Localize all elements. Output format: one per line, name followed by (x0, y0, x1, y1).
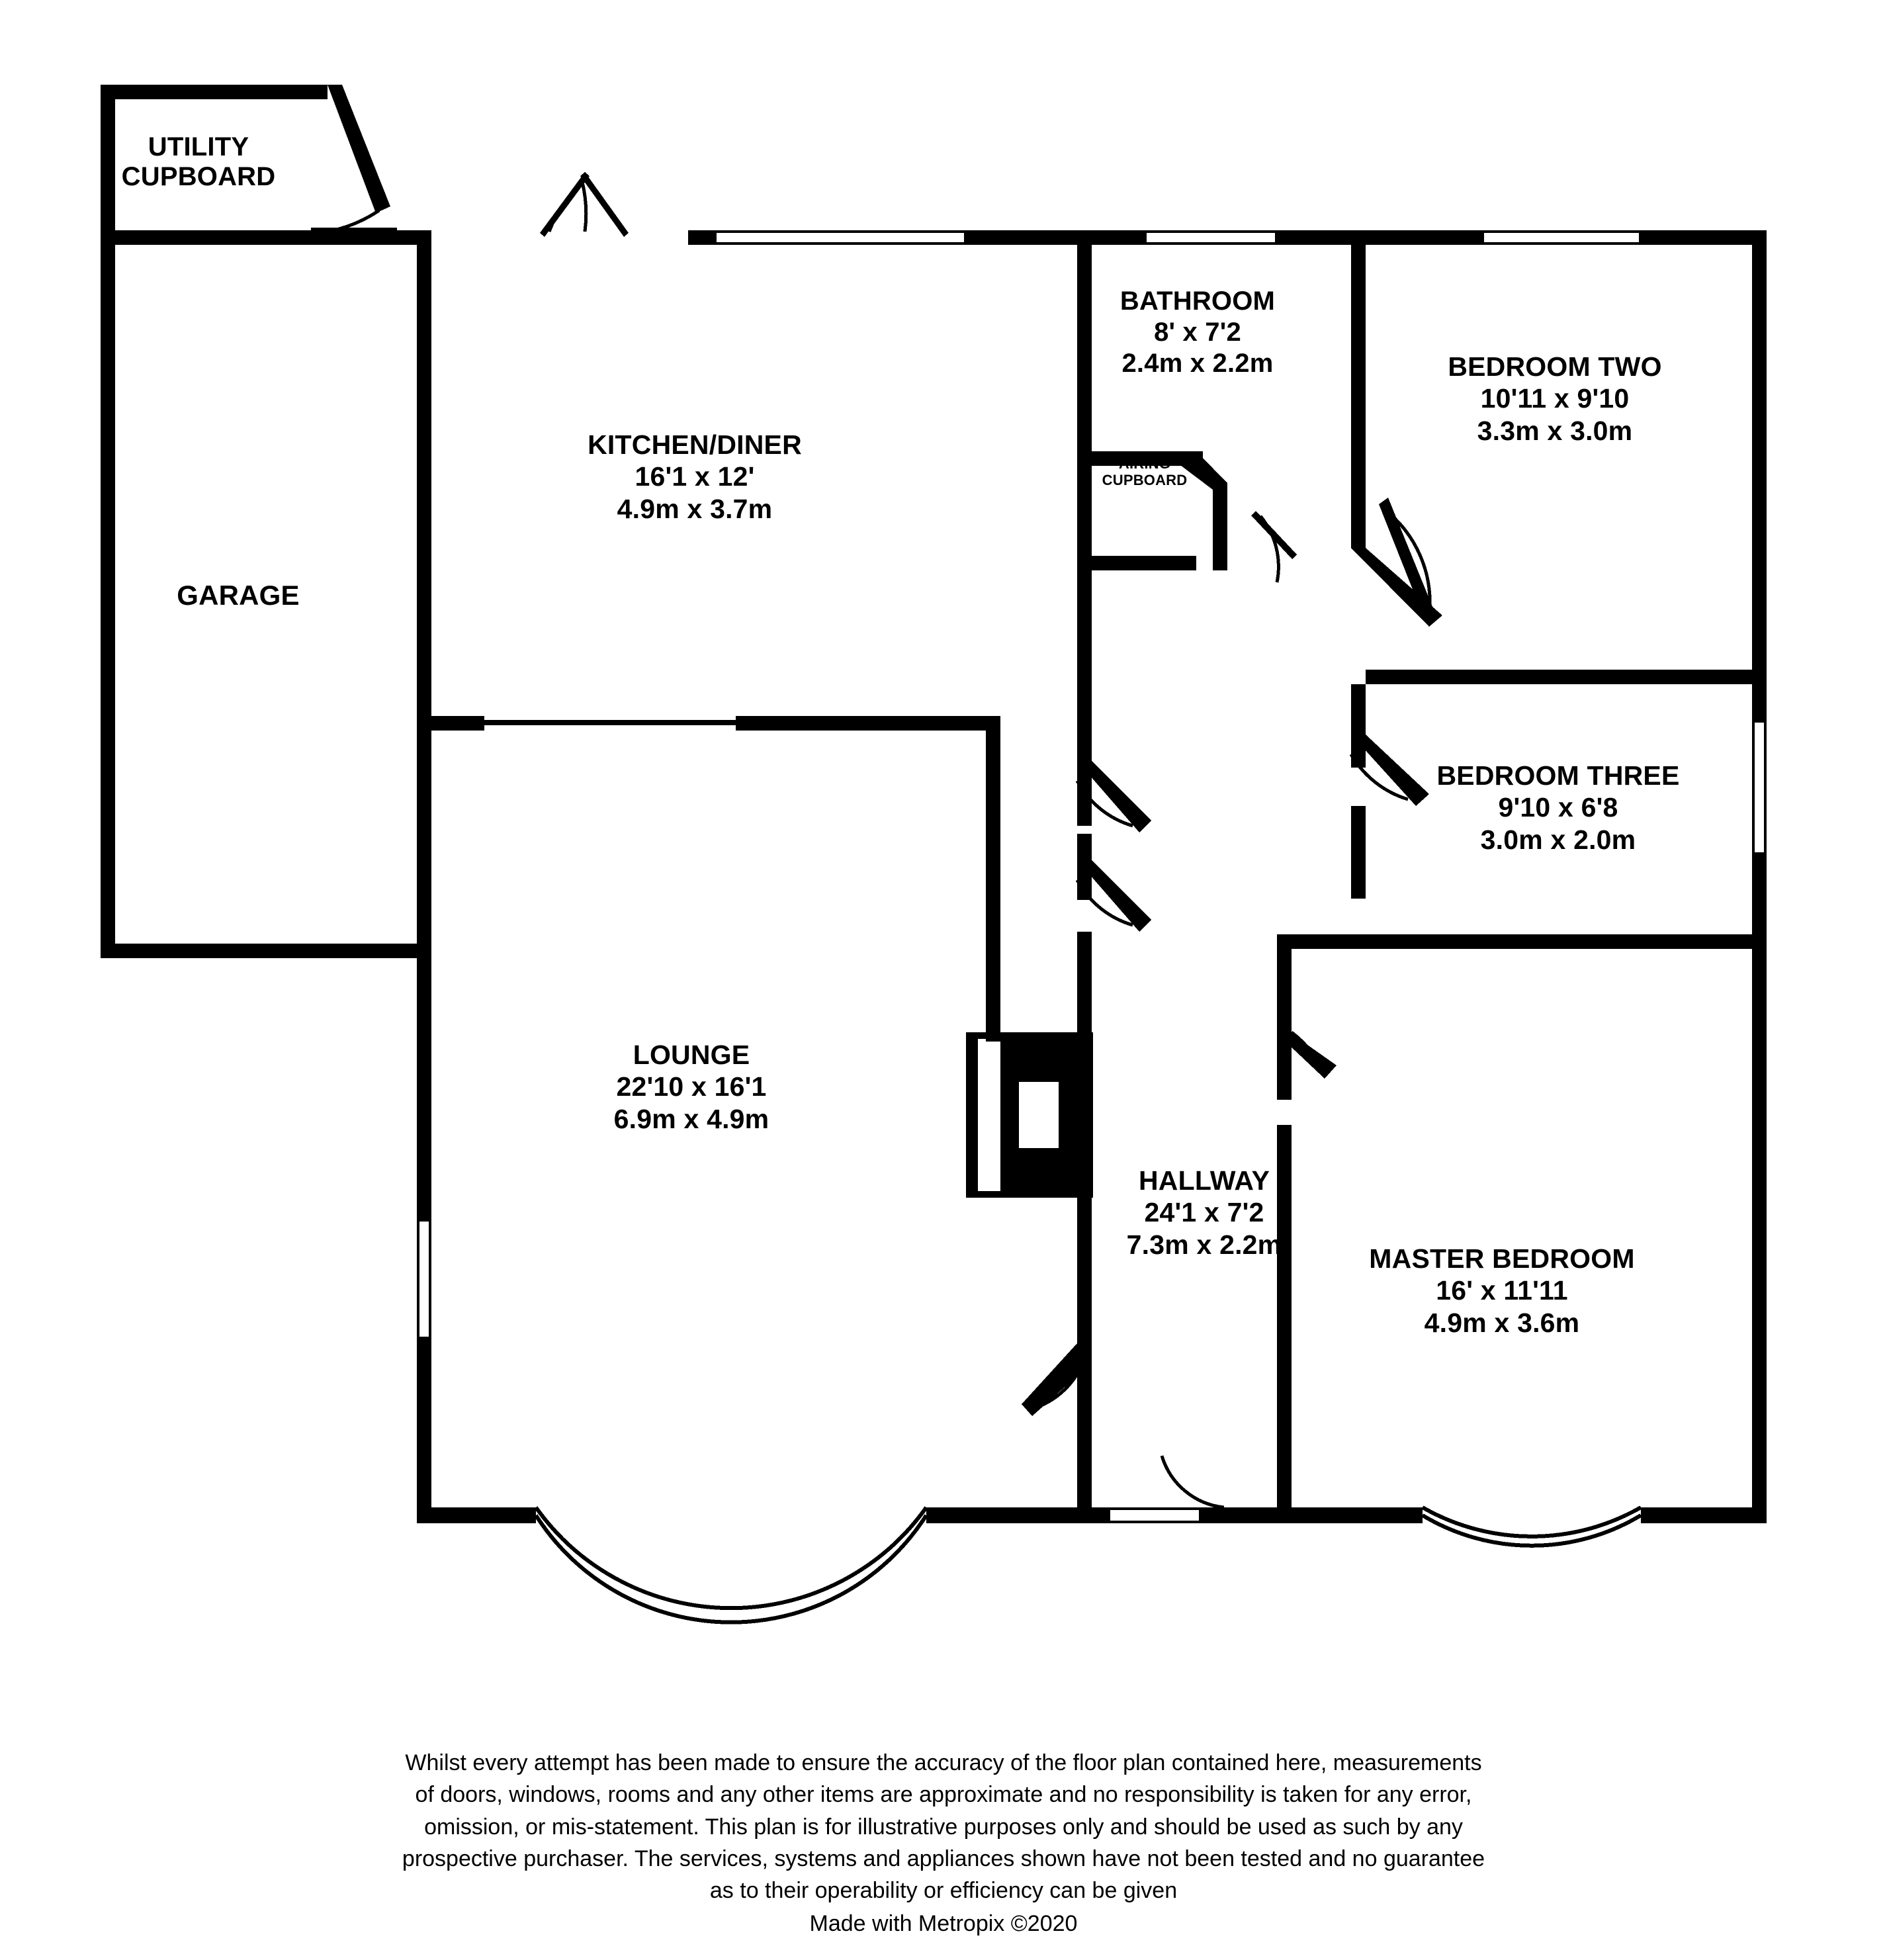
bedroom-three-metric: 3.0m x 2.0m (1480, 824, 1636, 855)
room-label-airing-cupboard (1078, 455, 1211, 489)
garage-name: GARAGE (177, 580, 300, 611)
bedroom-three-name: BEDROOM THREE (1436, 760, 1680, 791)
master-bedroom-metric: 4.9m x 3.6m (1424, 1307, 1580, 1338)
hallway-name: HALLWAY (1138, 1165, 1270, 1196)
room-label-bathroom (1059, 286, 1337, 380)
bathroom-metric: 2.4m x 2.2m (1121, 349, 1274, 379)
disclaimer-line-5: as to their operability or efficiency can be given (709, 1878, 1178, 1904)
bedroom-two-name: BEDROOM TWO (1448, 351, 1662, 382)
room-label-garage (99, 579, 377, 612)
room-label-bedroom-two (1376, 351, 1733, 447)
room-label-kitchen-diner (463, 429, 926, 525)
airing-name-line2: CUPBOARD (1102, 472, 1188, 489)
room-label-lounge (549, 1039, 834, 1135)
lounge-metric: 6.9m x 4.9m (613, 1103, 769, 1134)
hallway-metric: 7.3m x 2.2m (1126, 1229, 1282, 1260)
kitchen-imperial: 16'1 x 12' (635, 461, 755, 492)
room-label-utility-cupboard (79, 132, 318, 192)
room-label-hallway (1072, 1165, 1337, 1261)
disclaimer-text (0, 1747, 1887, 1906)
room-label-bedroom-three (1383, 760, 1733, 856)
utility-name-line2: CUPBOARD (121, 161, 276, 191)
bathroom-imperial: 8' x 7'2 (1154, 318, 1241, 347)
master-bedroom-imperial: 16' x 11'11 (1436, 1275, 1568, 1306)
kitchen-name: KITCHEN/DINER (588, 429, 802, 460)
lounge-name: LOUNGE (633, 1040, 750, 1070)
disclaimer-line-1: Whilst every attempt has been made to ensure the accuracy of the floor plan contained here, measurements (405, 1750, 1482, 1775)
bathroom-name: BATHROOM (1119, 287, 1276, 316)
disclaimer-line-3: omission, or mis-statement. This plan is for illustrative purposes only and should be used as such by any (424, 1814, 1463, 1840)
bedroom-two-imperial: 10'11 x 9'10 (1480, 383, 1630, 414)
master-bedroom-name: MASTER BEDROOM (1369, 1243, 1635, 1274)
room-label-master-bedroom (1317, 1243, 1687, 1339)
disclaimer-line-4: prospective purchaser. The services, systems and appliances shown have not been tested and no guarantee (402, 1846, 1485, 1871)
airing-name-line1: AIRING (1118, 455, 1171, 472)
lounge-imperial: 22'10 x 16'1 (616, 1071, 767, 1102)
bedroom-two-metric: 3.3m x 3.0m (1477, 415, 1633, 446)
metropix-credit: Made with Metropix ©2020 (809, 1911, 1078, 1936)
bedroom-three-imperial: 9'10 x 6'8 (1498, 792, 1618, 823)
kitchen-metric: 4.9m x 3.7m (617, 493, 773, 524)
utility-name-line1: UTILITY (148, 132, 249, 161)
hallway-imperial: 24'1 x 7'2 (1144, 1197, 1264, 1228)
disclaimer-line-2: of doors, windows, rooms and any other items are approximate and no responsibility is taken for any error, (415, 1782, 1472, 1808)
